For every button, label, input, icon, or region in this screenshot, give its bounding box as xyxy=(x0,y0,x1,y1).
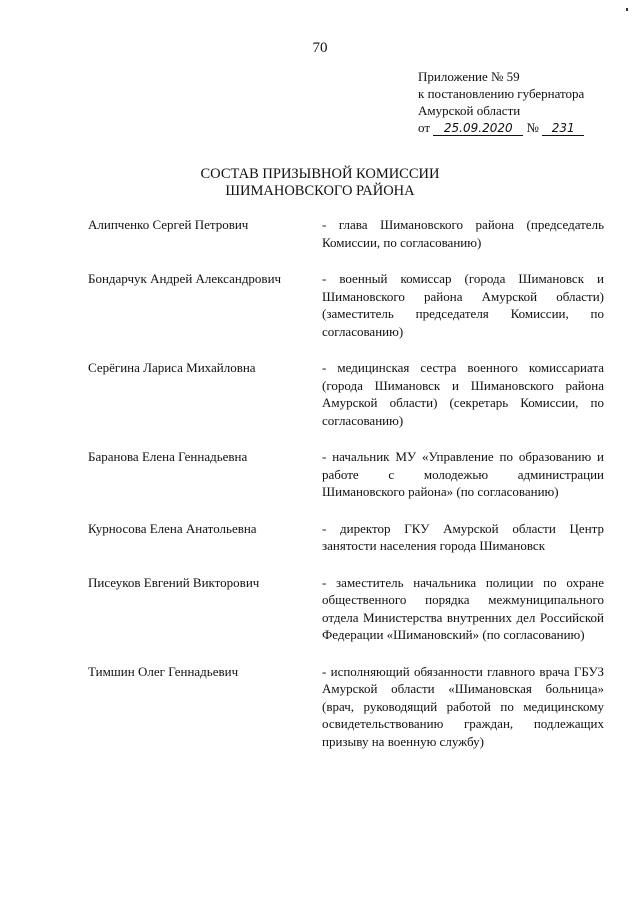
annex-line-1: Приложение № 59 xyxy=(418,69,520,84)
members-list xyxy=(88,216,608,769)
member-row xyxy=(88,448,608,501)
member-name: Алипченко Сергей Петрович xyxy=(88,217,249,232)
member-role: - начальник МУ «Управление по образованию и работе с молодежью администрации Шимановского района» (по согласованию) xyxy=(322,449,604,499)
member-name: Бондарчук Андрей Александрович xyxy=(88,271,282,286)
annex-line-2: к постановлению губернатора xyxy=(418,86,585,101)
annex-line-3: Амурской области xyxy=(418,103,521,118)
handwritten-date: 25.09.2020 xyxy=(433,121,523,136)
member-role: - исполняющий обязанности главного врача ГБУЗ Амурской области «Шимановская больница» (врач, руководящий работой по медицинскому освидетельствованию граждан, подлежащих призыву на военную службу) xyxy=(322,663,604,749)
member-name: Тимшин Олег Геннадьевич xyxy=(88,663,239,679)
number-prefix: № xyxy=(526,120,539,135)
date-prefix: от xyxy=(418,120,431,135)
annex-block xyxy=(418,68,584,136)
member-role: - глава Шимановского района (председатель Комиссии, по согласованию) xyxy=(322,217,604,250)
annex-date-line xyxy=(418,119,584,136)
member-row xyxy=(88,270,608,340)
document-title xyxy=(0,166,640,200)
title-line-1: СОСТАВ ПРИЗЫВНОЙ КОМИССИИ xyxy=(200,166,440,182)
member-row xyxy=(88,663,608,751)
member-name: Курносова Елена Анатольевна xyxy=(88,520,257,536)
title-line-2: ШИМАНОВСКОГО РАЙОНА xyxy=(225,183,415,199)
member-name: Серёгина Лариса Михайловна xyxy=(88,360,256,375)
member-name: Баранова Елена Геннадьевна xyxy=(88,449,248,464)
member-row xyxy=(88,216,608,251)
member-row xyxy=(88,520,608,555)
member-role: - директор ГКУ Амурской области Центр занятости населения города Шимановск xyxy=(322,520,604,553)
member-role: - военный комиссар (города Шимановск и Шимановского района Амурской области) (заместитель председателя Комиссии, по согласованию) xyxy=(322,271,604,339)
page-number: 70 xyxy=(312,40,328,56)
handwritten-number: 231 xyxy=(542,121,584,136)
scan-artifact xyxy=(626,8,628,11)
member-name: Писеуков Евгений Викторович xyxy=(88,574,260,590)
member-row xyxy=(88,574,608,644)
member-role: - заместитель начальника полиции по охране общественного порядка межмуниципального отдела Министерства внутренних дел Российской Федерации «Шимановский» (по согласованию) xyxy=(322,574,604,642)
member-row xyxy=(88,359,608,429)
member-role: - медицинская сестра военного комиссариата (города Шимановск и Шимановского района Амурской области) (секретарь Комиссии, по согласованию) xyxy=(322,360,604,428)
